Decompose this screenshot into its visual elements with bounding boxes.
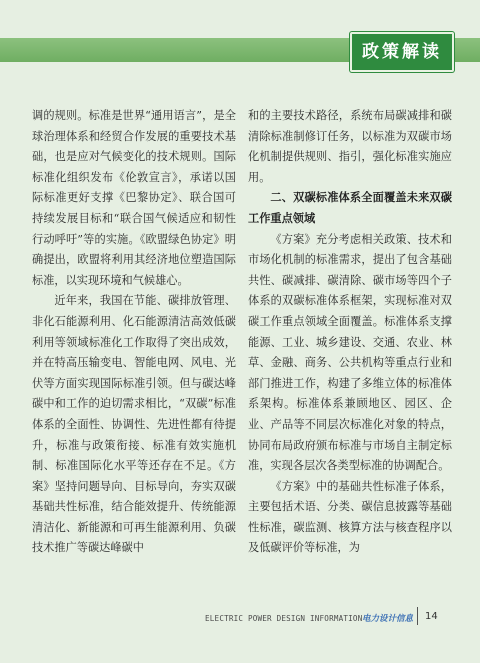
left-paragraph: 近年来，我国在节能、碳排放管理、非化石能源利用、化石能源清洁高效低碳利用等领域标准化工作取得了突出成效，并在特高压输变电、智能电网、风电、光伏等方面实现国际标准引领。但与碳达峰碳中和工作的迫切需求相比，“双碳”标准体系的全面性、协调性、先进性都有待提升，标准与政策衔接、标准有效实施机制、标准国际化水平等还存在不足。《方案》坚持问题导向、目标导向，夯实双碳基础共性标准，结合能效提升、传统能源清洁化、新能源和可再生能源利用、负碳技术推广等碳达峰碳中 xyxy=(32,294,236,555)
right-paragraph: 《方案》中的基础共性标准子体系，主要包括术语、分类、碳信息披露等基础性标准，碳监测、核算方法与核查程序以及低碳评价等标准，为 xyxy=(248,479,452,555)
left-paragraph-continued: 调的规则。标准是世界“通用语言”，是全球治理体系和经贸合作发展的重要技术基础，也是应对气候变化的技术规则。国际标准化组织发布《伦敦宣言》，承诺以国际标准更好支撑《巴黎协定》、联合国可持续发展目标和“联合国气候适应和韧性行动呼吁”等的实施。《欧盟绿色协定》明确提出，欧盟将利用其经济地位塑造国际标准，以实现环境和气候雄心。 xyxy=(32,109,236,287)
page-number: 14 xyxy=(425,611,438,622)
publication-name-cn: 电力设计信息 xyxy=(362,614,414,624)
publication-name-en: ELECTRIC POWER DESIGN INFORMATION xyxy=(205,614,363,623)
section-heading: 二、双碳标准体系全面覆盖未来双碳工作重点领域 xyxy=(248,191,452,225)
left-column xyxy=(32,106,236,559)
right-paragraph-continued: 和的主要技术路径，系统布局碳减排和碳清除标准制修订任务，以标准为双碳市场化机制提供规则、指引，强化标准实施应用。 xyxy=(248,109,452,184)
right-column xyxy=(248,106,452,559)
section-label: 政策解读 xyxy=(350,32,454,72)
right-paragraph: 《方案》充分考虑相关政策、技术和市场化机制的标准需求，提出了包含基础共性、碳减排、碳清除、碳市场等四个子体系的双碳标准体系框架，实现标准对双碳工作重点领域全面覆盖。标准体系支撑能源、工业、城乡建设、交通、农业、林草、金融、商务、公共机构等重点行业和部门推进工作，构建了多维立体的标准体系架构。标准体系兼顾地区、园区、企业、产品等不同层次标准化对象的特点，协同布局政府颁布标准与市场自主制定标准，实现各层次各类型标准的协调配合。 xyxy=(248,232,452,473)
footer-divider xyxy=(417,607,418,625)
